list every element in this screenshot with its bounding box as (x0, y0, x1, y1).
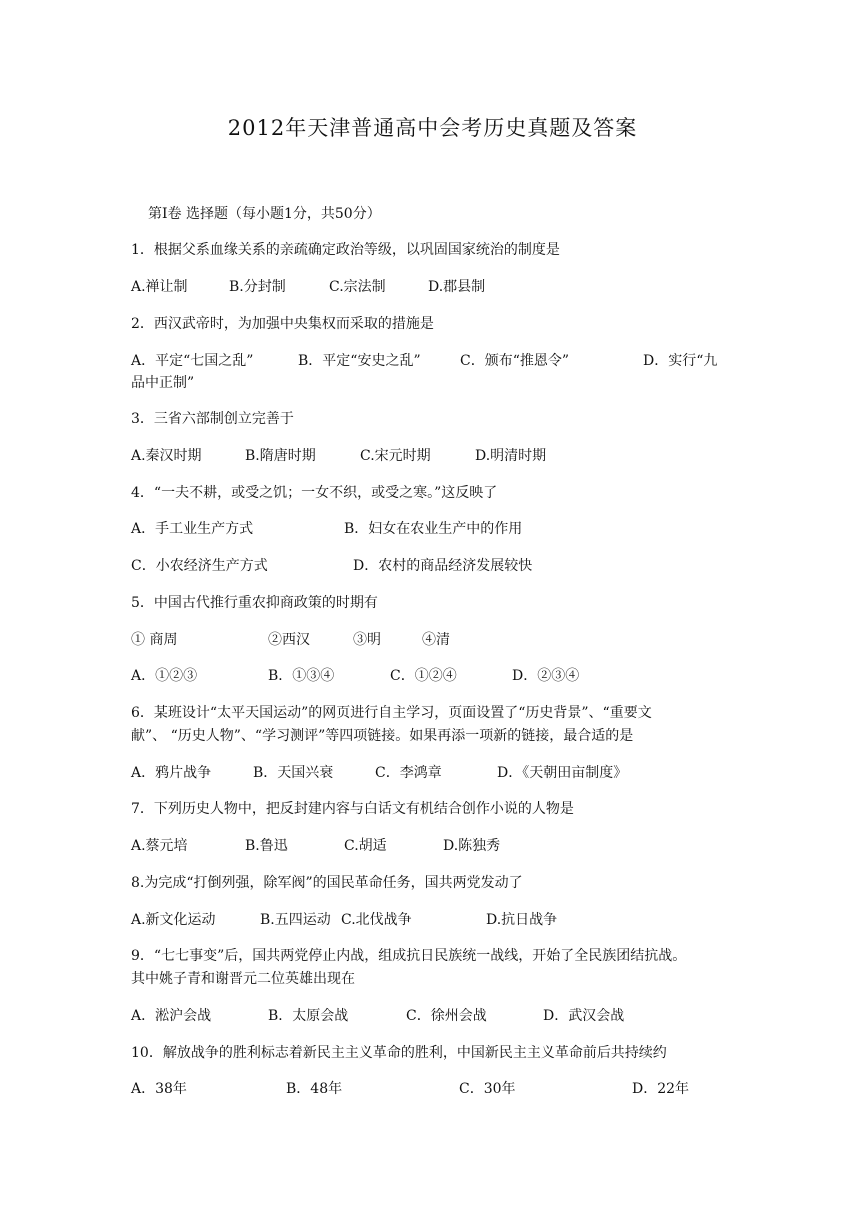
item-4: ④清 (422, 632, 450, 648)
question-2-option-d-continued: 品中正制” (131, 375, 195, 391)
question-7-options (131, 836, 755, 856)
option-c: C．李鸿章 (375, 765, 442, 781)
option-b: B.分封制 (229, 279, 286, 295)
option-b: B．48年 (286, 1081, 343, 1097)
option-d: D．农村的商品经济发展较快 (353, 558, 533, 574)
option-d: D.郡县制 (428, 279, 486, 295)
option-b: B.隋唐时期 (245, 448, 316, 464)
option-a: A．平定“七国之乱” (131, 353, 254, 369)
item-2: ②西汉 (268, 632, 310, 648)
option-c: C.胡适 (344, 838, 387, 854)
question-8-options (131, 910, 755, 930)
option-c: C．30年 (459, 1081, 516, 1097)
item-3: ③明 (353, 632, 381, 648)
item-1: ① 商周 (131, 632, 178, 648)
question-2-stem: 2．西汉武帝时，为加强中央集权而采取的措施是 (131, 316, 434, 332)
option-d: D．②③④ (512, 668, 580, 684)
option-d: D.抗日战争 (486, 912, 558, 928)
option-a: A．鸦片战争 (131, 765, 212, 781)
option-d: D.陈独秀 (443, 838, 501, 854)
question-9-stem-continued: 其中姚子青和谢晋元二位英雄出现在 (131, 971, 355, 987)
option-b: B．太原会战 (268, 1008, 349, 1024)
option-a: A.禅让制 (131, 279, 188, 295)
option-a: A.新文化运动 (131, 912, 216, 928)
option-b: B．平定“安史之乱” (298, 353, 421, 369)
question-7-stem: 7．下列历史人物中，把反封建内容与白话文有机结合创作小说的人物是 (131, 801, 574, 817)
section-heading: 第Ⅰ卷 选择题（每小题1分，共50分） (148, 206, 381, 222)
question-3-options (131, 446, 755, 466)
question-8-stem: 8.为完成“打倒列强，除军阀”的国民革命任务，国共两党发动了 (131, 875, 523, 891)
option-b: B．妇女在农业生产中的作用 (344, 521, 523, 537)
page-title: 2012年天津普通高中会考历史真题及答案 (227, 116, 638, 140)
option-a: A.蔡元培 (131, 838, 188, 854)
option-c: C．颁布“推恩令” (460, 353, 570, 369)
question-5-items (131, 630, 755, 650)
question-5-stem: 5．中国古代推行重农抑商政策的时期有 (131, 595, 378, 611)
option-a: A.秦汉时期 (131, 448, 202, 464)
question-3-stem: 3．三省六部制创立完善于 (131, 411, 294, 427)
option-a: A．38年 (131, 1081, 187, 1097)
question-4-options-ab (131, 519, 755, 539)
option-d: D．实行“九 (643, 353, 718, 369)
option-b: B.鲁迅 (245, 838, 288, 854)
option-b: B.五四运动 (260, 912, 331, 928)
option-c: C．①②④ (390, 668, 457, 684)
question-9-stem: 9．“七七事变”后，国共两党停止内战，组成抗日民族统一战线，开始了全民族团结抗战。 (131, 948, 687, 964)
option-a: A．淞沪会战 (131, 1008, 212, 1024)
option-d: D.明清时期 (475, 448, 547, 464)
question-6-options (131, 763, 755, 783)
question-4-options-cd (131, 556, 755, 576)
option-c: C.宋元时期 (360, 448, 431, 464)
question-5-options (131, 666, 755, 686)
option-d: D．22年 (632, 1081, 690, 1097)
question-6-stem: 6．某班设计“太平天国运动”的网页进行自主学习，页面设置了“历史背景”、“重要文 (131, 705, 652, 721)
option-c: C.北伐战争 (341, 912, 412, 928)
question-6-stem-continued: 献”、 “历史人物”、“学习测评”等四项链接。如果再添一项新的链接，最合适的是 (131, 728, 634, 744)
option-c: C．小农经济生产方式 (131, 558, 268, 574)
option-a: A．手工业生产方式 (131, 521, 254, 537)
option-c: C.宗法制 (329, 279, 386, 295)
question-10-stem: 10．解放战争的胜利标志着新民主主义革命的胜利，中国新民主主义革命前后共持续约 (131, 1045, 667, 1061)
option-a: A．①②③ (131, 668, 198, 684)
question-9-options (131, 1006, 755, 1026)
question-1-options (131, 277, 755, 297)
question-1-stem: 1．根据父系血缘关系的亲疏确定政治等级，以巩固国家统治的制度是 (131, 242, 560, 258)
option-d: D．《天朝田亩制度》 (497, 765, 628, 781)
option-d: D．武汉会战 (543, 1008, 625, 1024)
option-c: C．徐州会战 (406, 1008, 487, 1024)
question-4-stem: 4．“一夫不耕，或受之饥；一女不织，或受之寒。”这反映了 (131, 485, 498, 501)
option-b: B．天国兴衰 (253, 765, 334, 781)
question-2-options (131, 351, 755, 371)
option-b: B．①③④ (268, 668, 335, 684)
question-10-options (131, 1079, 755, 1099)
